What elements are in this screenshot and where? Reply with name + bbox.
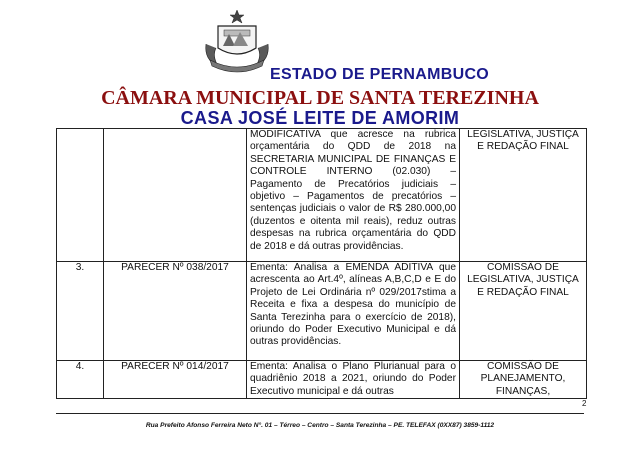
table-row	[57, 129, 587, 262]
item-description: MODIFICATIVA que acresce na rubrica orçamentária do QDD de 2018 na SECRETARIA MUNICIPAL DE FINANÇAS E CONTROLE INTERNO (02.030) – Pagamento de Precatórios judiciais – objetivo – Pagamentos de precatórios – sentenças judiciais o valor de R$ 280.000,00 (duzentos e oitenta mil reais), reduz outras despesas na rubrica orçamentária do QDD de 2018 e dá outras providências.	[247, 129, 460, 262]
document-reference: PARECER Nº 038/2017	[104, 262, 247, 361]
footer-divider	[56, 413, 584, 414]
house-title: CASA JOSÉ LEITE DE AMORIM	[180, 108, 460, 128]
footer-address: Rua Prefeito Afonso Ferreira Neto N°. 01 – Térreo – Centro – Santa Terezinha – PE. TELEFAX (0XX87) 3859-1112	[145, 422, 495, 429]
item-number: 4.	[57, 361, 104, 399]
item-number: 3.	[57, 262, 104, 361]
municipal-crest-logo	[202, 8, 272, 74]
committee-name: COMISSÃO DE PLANEJAMENTO, FINANÇAS,	[460, 361, 587, 399]
document-reference	[104, 129, 247, 262]
agenda-table	[56, 128, 587, 399]
table-row	[57, 262, 587, 361]
item-description: Ementa: Analisa a EMENDA ADITIVA que acrescenta ao Art.4º, alíneas A,B,C,D e E do Projeto de Lei Ordinária nº 029/2017stima a Receita e fixa a despesa do município de Santa Terezinha para o exercício de 2018), oriundo do Poder Executivo Municipal e dá outras providências.	[247, 262, 460, 361]
committee-name: COMISSÃO DE LEGISLATIVA, JUSTIÇA E REDAÇÃO FINAL	[460, 262, 587, 361]
state-title: ESTADO DE PERNAMBUCO	[270, 66, 490, 83]
committee-name: LEGISLATIVA, JUSTIÇA E REDAÇÃO FINAL	[460, 129, 587, 262]
item-number	[57, 129, 104, 262]
chamber-title: CÂMARA MUNICIPAL DE SANTA TEREZINHA	[101, 87, 539, 109]
document-reference: PARECER Nº 014/2017	[104, 361, 247, 399]
table-row	[57, 361, 587, 399]
item-description: Ementa: Analisa o Plano Plurianual para o quadriênio 2018 a 2021, oriundo do Poder Executivo municipal e dá outras	[247, 361, 460, 399]
page-number: 2	[582, 399, 587, 408]
